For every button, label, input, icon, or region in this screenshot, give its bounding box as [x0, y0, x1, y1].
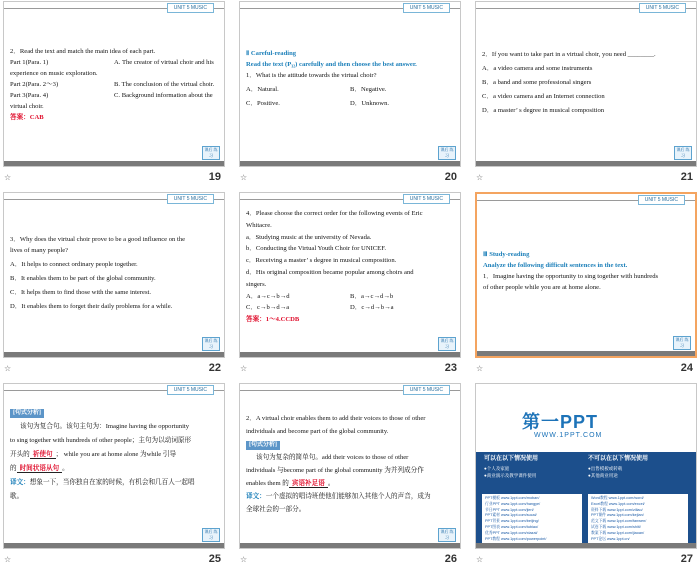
unit-tag: UNIT 5 MUSIC — [638, 195, 685, 205]
option-row: C．c→b→d→a D．c→d→b→a — [246, 304, 394, 312]
slide-body — [482, 49, 690, 116]
option-item: B．a band and some professional singers — [482, 79, 592, 86]
question-text: Whitacre. — [246, 221, 272, 229]
translation-text: 译文：想象一下，当你独自在家的时候，有机会和几百人一起唱 — [10, 479, 195, 486]
sentence-text: of other people while you are at home alone. — [483, 284, 601, 291]
star-icon[interactable]: ☆ — [240, 364, 248, 373]
slide-body — [10, 46, 218, 123]
analysis-text: 开头的 祈使句 ； while you are at home alone 为while 引导 — [10, 451, 177, 458]
match-row: Part 1(Para. 1) A. The creator of virtual choir and his — [10, 59, 214, 66]
match-row: virtual choir. — [10, 103, 44, 110]
slide-canvas — [239, 383, 461, 549]
slide-thumbnail-22[interactable] — [3, 192, 225, 378]
corner-badge: 课后 练习 — [438, 528, 456, 542]
option-item: A．It helps to connect ordinary people together. — [10, 261, 138, 268]
option-row: A．a→c→b→d B．a→c→d→b — [246, 292, 394, 300]
info-panel — [476, 452, 696, 543]
sentence-text: 2．A virtual choir enables them to add their voices to those of other — [246, 415, 426, 422]
link-list — [588, 494, 688, 544]
unit-tag: UNIT 5 MUSIC — [403, 194, 450, 204]
question-text: 3．Why does the virtual choir prove to be a good influence on the — [10, 236, 186, 243]
slide-thumbnail-27[interactable] — [475, 383, 697, 569]
translation-text: 全球社会的一部分。 — [246, 506, 306, 513]
slide-canvas — [475, 1, 697, 167]
corner-badge: 课后 练习 — [202, 528, 220, 542]
unit-tag: UNIT 5 MUSIC — [167, 385, 214, 395]
link-item[interactable]: 试卷下载 www.1ppt.com/shiti/ — [591, 524, 641, 529]
slide-number: 23 — [444, 362, 457, 374]
translation-text: 歌。 — [10, 493, 24, 500]
analysis-text: individuals 与become part of the global community 为并列成分作 — [246, 467, 424, 474]
question-text: 2．Read the text and match the main idea of each part. — [10, 48, 156, 55]
question-text: 1．What is the attitude towards the virtual choir? — [246, 72, 377, 79]
star-icon[interactable]: ☆ — [476, 173, 484, 182]
link-item[interactable]: PPT图表 www.1ppt.com/tubiao/ — [485, 524, 539, 529]
slide-body — [10, 234, 218, 312]
link-item[interactable]: 范文下载 www.1ppt.com/fanwen/ — [591, 519, 647, 524]
slide-body — [246, 412, 454, 516]
star-icon[interactable]: ☆ — [240, 555, 248, 564]
option-item: A．a video camera and some instruments — [482, 65, 593, 72]
slide-canvas — [3, 383, 225, 549]
forbidden-usage: 不可以在以下情况使用 ●出售模板或转载 ●其他商业用途 — [588, 456, 649, 478]
option-item: C．a video camera and an Internet connection — [482, 93, 605, 100]
corner-badge: 课后 练习 — [674, 146, 692, 160]
slide-canvas — [475, 192, 697, 358]
option-item: C．It helps them to find those with the same interest. — [10, 289, 152, 296]
option-item: B．It enables them to be part of the global community. — [10, 275, 156, 282]
event-item: d．His original composition became popular among choirs and — [246, 268, 414, 276]
analysis-text: 的 时间状语从句 。 — [10, 465, 69, 472]
unit-tag: UNIT 5 MUSIC — [403, 385, 450, 395]
answer-text: 答案：CAB — [10, 114, 44, 121]
slide-number: 19 — [208, 171, 221, 183]
slide-canvas — [3, 1, 225, 167]
link-item[interactable]: 教案下载 www.1ppt.com/jiaoan/ — [591, 530, 645, 535]
star-icon[interactable]: ☆ — [4, 173, 12, 182]
question-text: lives of many people? — [10, 247, 69, 254]
corner-badge: 课后 练习 — [673, 336, 691, 350]
link-item[interactable]: PPT论坛 www.1ppt.cn/ — [591, 536, 630, 541]
option-row: A．Natural. B．Negative. — [246, 86, 387, 93]
option-item: D．It enables them to forget their daily problems for a while. — [10, 303, 173, 310]
corner-badge: 课后 练习 — [438, 146, 456, 160]
slide-thumbnail-20[interactable] — [239, 1, 461, 187]
sentence-text: individuals and become part of the global community. — [246, 428, 389, 435]
section-heading: Ⅲ Study-reading — [483, 251, 530, 258]
slide-canvas — [239, 192, 461, 358]
option-row: C．Positive. D．Unknown. — [246, 100, 390, 107]
slide-thumbnail-19[interactable] — [3, 1, 225, 187]
link-item[interactable]: 行业PPT www.1ppt.com/hangye/ — [485, 501, 541, 506]
question-text: 2．If you want to take part in a virtual choir, you need ________. — [482, 51, 656, 58]
star-icon[interactable]: ☆ — [476, 364, 484, 373]
event-item: c．Receiving a master’ s degree in musical composition. — [246, 257, 397, 265]
slide-body — [10, 406, 218, 504]
slide-number: 20 — [444, 171, 457, 183]
site-url: WWW.1PPT.COM — [534, 432, 603, 439]
event-item: singers. — [246, 280, 267, 288]
link-item[interactable]: PPT素材 www.1ppt.com/sucai/ — [485, 513, 537, 518]
analysis-text: to sing together with hundreds of other people；主句为以动词原形 — [10, 437, 192, 444]
unit-tag: UNIT 5 MUSIC — [167, 3, 214, 13]
unit-tag: UNIT 5 MUSIC — [167, 194, 214, 204]
option-item: D．a master’ s degree in musical composition — [482, 107, 605, 114]
corner-badge: 课后 练习 — [202, 146, 220, 160]
star-icon[interactable]: ☆ — [4, 555, 12, 564]
answer-blank: 时间状语从句 — [17, 465, 63, 473]
event-item: a．Studying music at the university of Nevada. — [246, 233, 372, 241]
answer-blank: 祈使句 — [30, 451, 56, 459]
slide-canvas — [475, 383, 697, 549]
question-text: 4．Please choose the correct order for the following events of Eric — [246, 210, 423, 217]
instruction-text: Analyze the following difficult sentences in the text. — [483, 262, 628, 269]
analysis-text: 该句为复杂的简单句。add their voices to those of other — [256, 454, 409, 461]
slide-thumbnail-21[interactable] — [475, 1, 697, 187]
link-item[interactable]: PPT教程 www.1ppt.com/powerpoint/ — [485, 536, 547, 541]
slide-number: 27 — [680, 553, 693, 565]
event-item: b．Conducting the Virtual Youth Choir for UNICEF. — [246, 245, 386, 253]
unit-tag: UNIT 5 MUSIC — [639, 3, 686, 13]
ppt-logo: 第一PPT — [522, 412, 599, 432]
unit-tag: UNIT 5 MUSIC — [403, 3, 450, 13]
match-row: experience on music exploration. — [10, 70, 98, 77]
star-icon[interactable]: ☆ — [476, 555, 484, 564]
answer-text: 答案：1～4.CCDB — [246, 316, 300, 324]
slide-number: 22 — [208, 362, 221, 374]
allowed-usage: 可以在以下情况使用 ●个人及家庭 ●商业演示及教学课件使用 — [484, 456, 539, 478]
link-item[interactable]: PPT背景 www.1ppt.com/beijing/ — [485, 519, 539, 524]
star-icon[interactable]: ☆ — [4, 364, 12, 373]
slide-thumbnail-23[interactable] — [239, 192, 461, 378]
slide-canvas — [3, 192, 225, 358]
slide-thumbnail-26[interactable] — [239, 383, 461, 569]
link-item[interactable]: Excel教程 www.1ppt.com/excel/ — [591, 501, 645, 506]
slide-number: 24 — [680, 362, 693, 374]
match-row: Part 3(Para. 4) C. Background information about the — [10, 92, 213, 99]
section-heading: Ⅱ Careful-reading — [246, 50, 297, 57]
link-item[interactable]: 优秀PPT www.1ppt.com/xiazai/ — [485, 530, 538, 535]
analysis-label: [句式分析] — [246, 441, 280, 450]
link-item[interactable]: PPT模板 www.1ppt.com/moban/ — [485, 496, 540, 500]
translation-text: 译文：一个虚拟的唱诗班使他们能够加入其他个人的声音，成为 — [246, 493, 431, 500]
link-item[interactable]: 资料下载 www.1ppt.com/ziliao/ — [591, 507, 643, 512]
link-item[interactable]: 节日PPT www.1ppt.com/jieri/ — [485, 507, 534, 512]
link-item[interactable]: Word教程 www.1ppt.com/word/ — [591, 496, 644, 500]
slide-number: 25 — [208, 553, 221, 565]
slide-body — [246, 208, 454, 326]
slide-body — [246, 48, 454, 109]
sentence-text: 1．Imagine having the opportunity to sing together with hundreds — [483, 273, 659, 280]
answer-blank: 宾语补足语 — [289, 480, 328, 488]
analysis-text: enables them 的 宾语补足语 。 — [246, 480, 335, 487]
analysis-label: [句式分析] — [10, 409, 44, 418]
slide-body — [483, 249, 689, 293]
instruction-text: Read the text (P₃₂) carefully and then choose the best answer. — [246, 61, 417, 68]
corner-badge: 课后 练习 — [202, 337, 220, 351]
star-icon[interactable]: ☆ — [240, 173, 248, 182]
link-item[interactable]: PPT课件 www.1ppt.com/kejian/ — [591, 513, 644, 518]
corner-badge: 课后 练习 — [438, 337, 456, 351]
slide-thumbnail-24[interactable] — [475, 192, 697, 378]
link-list — [482, 494, 582, 544]
slide-canvas — [239, 1, 461, 167]
analysis-text: 该句为复合句。该句主句为：Imagine having the opportunity — [20, 423, 190, 430]
slide-number: 26 — [444, 553, 457, 565]
slide-thumbnail-25[interactable] — [3, 383, 225, 569]
slide-number: 21 — [680, 171, 693, 183]
match-row: Part 2(Para. 2～3) B. The conclusion of the virtual choir. — [10, 81, 215, 88]
